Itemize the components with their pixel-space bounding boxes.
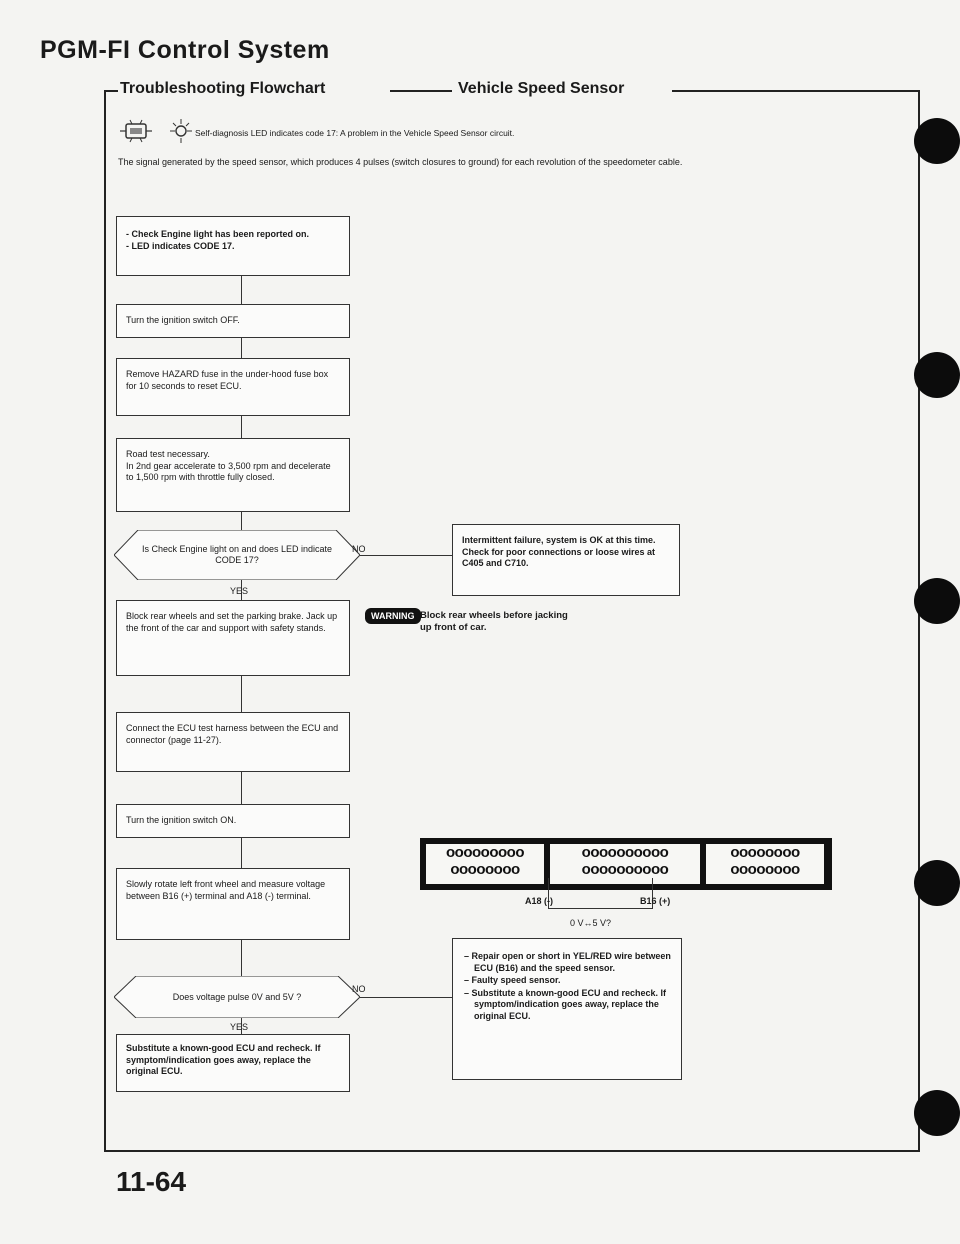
page-frame-left — [104, 90, 106, 1152]
page-frame-right — [918, 90, 920, 1152]
connector-block-a: ooooooooo oooooooo — [426, 844, 544, 884]
subtitle-row — [120, 80, 325, 98]
connector-block-b: oooooooooo oooooooooo — [550, 844, 700, 884]
binder-hole-5 — [914, 1090, 960, 1136]
binder-hole-2 — [914, 352, 960, 398]
ecu-connector-diagram — [420, 838, 832, 890]
page-number: 11-64 — [116, 1166, 187, 1197]
decision2-no-line — [360, 997, 452, 998]
probe-bridge — [548, 908, 653, 909]
flow-step-ignition-on: Turn the ignition switch ON. — [116, 804, 350, 838]
header-rule-mid — [390, 90, 452, 92]
flow-step-rotate-wheel: Slowly rotate left front wheel and measure voltage between B16 (+) terminal and A18 (-) terminal. — [116, 868, 350, 940]
decision2-no-label: NO — [352, 984, 366, 994]
header-rule-left-stub — [104, 90, 118, 92]
flow-result-repair — [452, 938, 682, 1080]
led-check-icon — [118, 118, 154, 144]
section-title: Troubleshooting Flowchart — [120, 80, 326, 97]
flow-decision-voltage — [114, 976, 360, 1018]
repair-item-ecu: – Substitute a known-good ECU and recheck. If symptom/indication goes away, replace the original ECU. — [464, 987, 667, 1021]
flow-step-block-wheels: Block rear wheels and set the parking brake. Jack up the front of the car and support with safety stands. — [116, 600, 350, 676]
flow-step-start: - Check Engine light has been reported on. - LED indicates CODE 17. — [116, 216, 350, 276]
warning-badge: WARNING — [365, 608, 421, 624]
component-title: Vehicle Speed Sensor — [458, 80, 625, 97]
decision-code17-text: Is Check Engine light on and does LED indicate CODE 17? — [141, 544, 333, 565]
warning-text: Block rear wheels before jacking up front of car. — [420, 610, 568, 633]
flow-step-ignition-off: Turn the ignition switch OFF. — [116, 304, 350, 338]
flow-result-intermittent: Intermittent failure, system is OK at this time. Check for poor connections or loose wires at C405 and C710. — [452, 524, 680, 596]
binder-hole-3 — [914, 578, 960, 624]
pin-b16-label: B16 (+) — [640, 896, 671, 906]
voltage-label: 0 V↔5 V? — [570, 918, 612, 928]
flow-step-connect-harness: Connect the ECU test harness between the ECU and connector (page 11-27). — [116, 712, 350, 772]
repair-item-wire: – Repair open or short in YEL/RED wire between ECU (B16) and the speed sensor. — [464, 951, 671, 973]
flow-step-remove-fuse: Remove HAZARD fuse in the under-hood fuse box for 10 seconds to reset ECU. — [116, 358, 350, 416]
pin-a18-label: A18 (-) — [525, 896, 554, 906]
repair-list — [462, 951, 672, 1022]
self-diagnosis-note: Self-diagnosis LED indicates code 17: A problem in the Vehicle Speed Sensor circuit. — [195, 128, 515, 138]
decision-voltage-text: Does voltage pulse 0V and 5V ? — [172, 991, 302, 1002]
flow-step-substitute-ecu: Substitute a known-good ECU and recheck. If symptom/indication goes away, replace the original ECU. — [116, 1034, 350, 1092]
flow-decision-code17 — [114, 530, 360, 580]
decision2-yes-label: YES — [230, 1022, 249, 1032]
led-code-icon — [170, 118, 192, 144]
decision1-no-line — [360, 555, 452, 556]
sensor-description: The signal generated by the speed sensor, which produces 4 pulses (switch closures to ground) for each revolution of the speedometer cable. — [118, 157, 683, 167]
connector-block-c: oooooooo oooooooo — [706, 844, 824, 884]
flow-step-road-test: Road test necessary. In 2nd gear accelerate to 3,500 rpm and decelerate to 1,500 rpm with throttle fully closed. — [116, 438, 350, 512]
page-title: PGM-FI Control System — [40, 36, 330, 64]
repair-item-sensor: – Faulty speed sensor. — [464, 975, 561, 985]
decision1-no-label: NO — [352, 544, 366, 554]
decision1-yes-label: YES — [230, 586, 249, 596]
header-rule-right — [672, 90, 920, 92]
page-frame-bottom — [104, 1150, 920, 1152]
binder-hole-1 — [914, 118, 960, 164]
binder-hole-4 — [914, 860, 960, 906]
